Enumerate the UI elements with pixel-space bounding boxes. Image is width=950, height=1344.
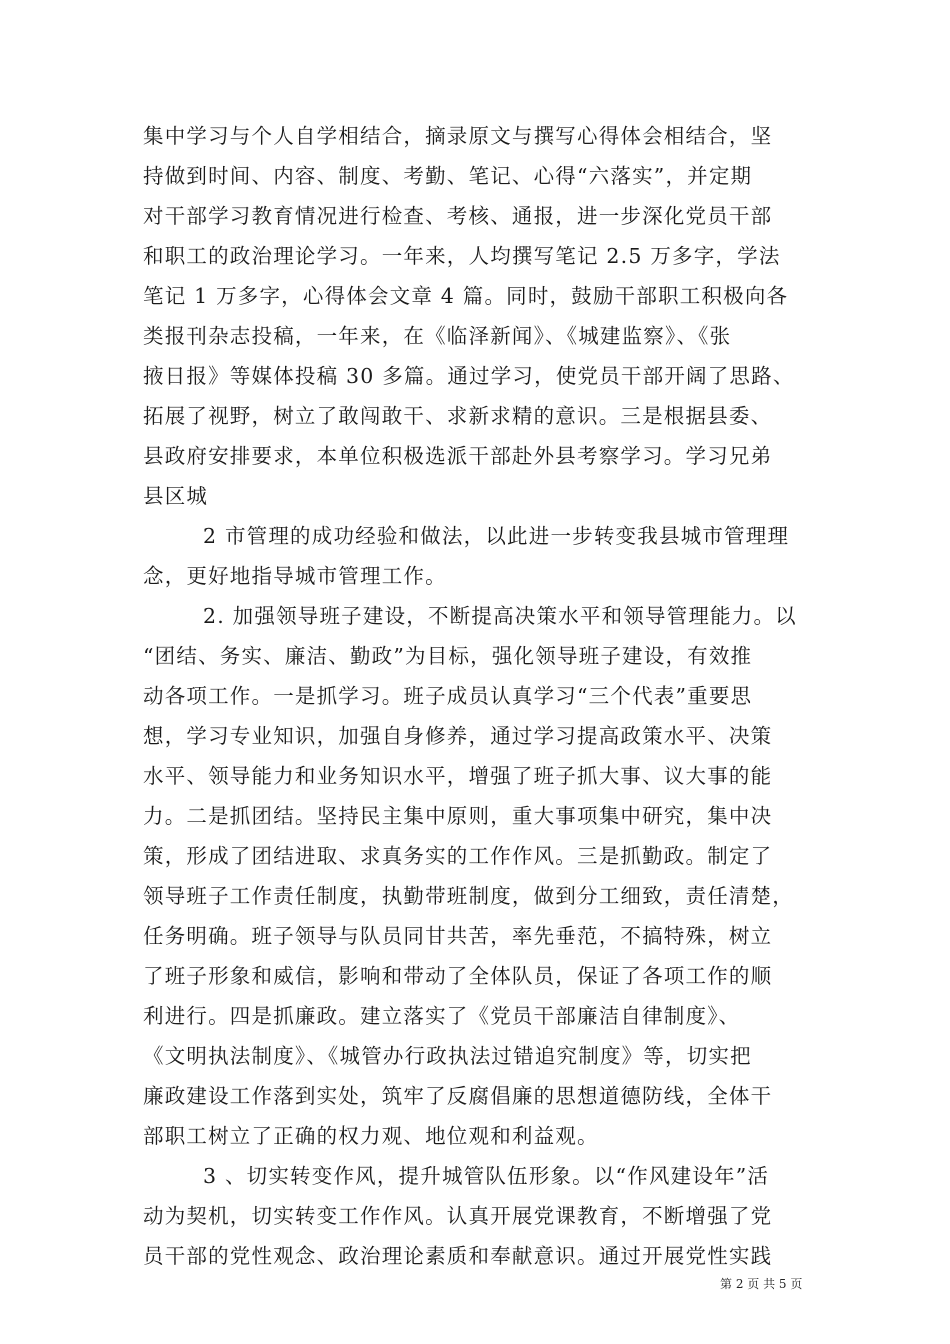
text-line: 想，学习专业知识，加强自身修养，通过学习提高政策水平、决策 bbox=[143, 724, 773, 748]
text-line: 部职工树立了正确的权力观、地位观和利益观。 bbox=[143, 1124, 599, 1148]
page-number: 第 2 页 共 5 页 bbox=[720, 1277, 803, 1291]
text-line: 了班子形象和威信，影响和带动了全体队员，保证了各项工作的顺 bbox=[143, 964, 773, 988]
text-line: 任务明确。班子领导与队员同甘共苦，率先垂范，不搞特殊，树立 bbox=[143, 924, 773, 948]
text-line: 2 市管理的成功经验和做法，以此进一步转变我县城市管理理 bbox=[203, 524, 790, 548]
text-line: 念，更好地指导城市管理工作。 bbox=[143, 564, 447, 588]
text-line: 类报刊杂志投稿，一年来，在《临泽新闻》、《城建监察》、《张 bbox=[143, 324, 732, 348]
text-line: 水平、领导能力和业务知识水平，增强了班子抓大事、议大事的能 bbox=[143, 764, 773, 788]
text-line: 县政府安排要求，本单位积极选派干部赴外县考察学习。学习兄弟 bbox=[143, 444, 773, 468]
text-line: 《文明执法制度》、《城管办行政执法过错追究制度》等，切实把 bbox=[143, 1044, 752, 1068]
text-line: 领导班子工作责任制度，执勤带班制度，做到分工细致，责任清楚， bbox=[143, 884, 794, 908]
text-line: 和职工的政治理论学习。一年来，人均撰写笔记 2.5 万多字，学法 bbox=[143, 244, 781, 268]
text-line: 集中学习与个人自学相结合，摘录原文与撰写心得体会相结合，坚 bbox=[143, 124, 773, 148]
text-line: 策，形成了团结进取、求真务实的工作作风。三是抓勤政。制定了 bbox=[143, 844, 773, 868]
text-line: 3 、切实转变作风，提升城管队伍形象。以“作风建设年”活 bbox=[203, 1164, 770, 1188]
text-line: 县区城 bbox=[143, 484, 209, 508]
text-line: 掖日报》等媒体投稿 30 多篇。通过学习，使党员干部开阔了思路、 bbox=[143, 364, 795, 388]
text-line: 员干部的党性观念、政治理论素质和奉献意识。通过开展党性实践 bbox=[143, 1244, 773, 1268]
text-line: “团结、务实、廉洁、勤政”为目标，强化领导班子建设，有效推 bbox=[143, 644, 753, 668]
text-line: 2. 加强领导班子建设，不断提高决策水平和领导管理能力。以 bbox=[203, 604, 797, 628]
text-line: 廉政建设工作落到实处，筑牢了反腐倡廉的思想道德防线，全体干 bbox=[143, 1084, 773, 1108]
text-line: 力。二是抓团结。坚持民主集中原则，重大事项集中研究，集中决 bbox=[143, 804, 773, 828]
text-line: 利进行。四是抓廉政。建立落实了《党员干部廉洁自律制度》、 bbox=[143, 1004, 741, 1028]
text-line: 动各项工作。一是抓学习。班子成员认真学习“三个代表”重要思 bbox=[143, 684, 753, 708]
text-line: 笔记 1 万多字，心得体会文章 4 篇。同时，鼓励干部职工积极向各 bbox=[143, 284, 789, 308]
text-line: 拓展了视野，树立了敢闯敢干、求新求精的意识。三是根据县委、 bbox=[143, 404, 773, 428]
text-line: 动为契机，切实转变工作作风。认真开展党课教育，不断增强了党 bbox=[143, 1204, 773, 1228]
text-line: 对干部学习教育情况进行检查、考核、通报，进一步深化党员干部 bbox=[143, 204, 773, 228]
text-line: 持做到时间、内容、制度、考勤、笔记、心得“六落实”，并定期 bbox=[143, 164, 753, 188]
